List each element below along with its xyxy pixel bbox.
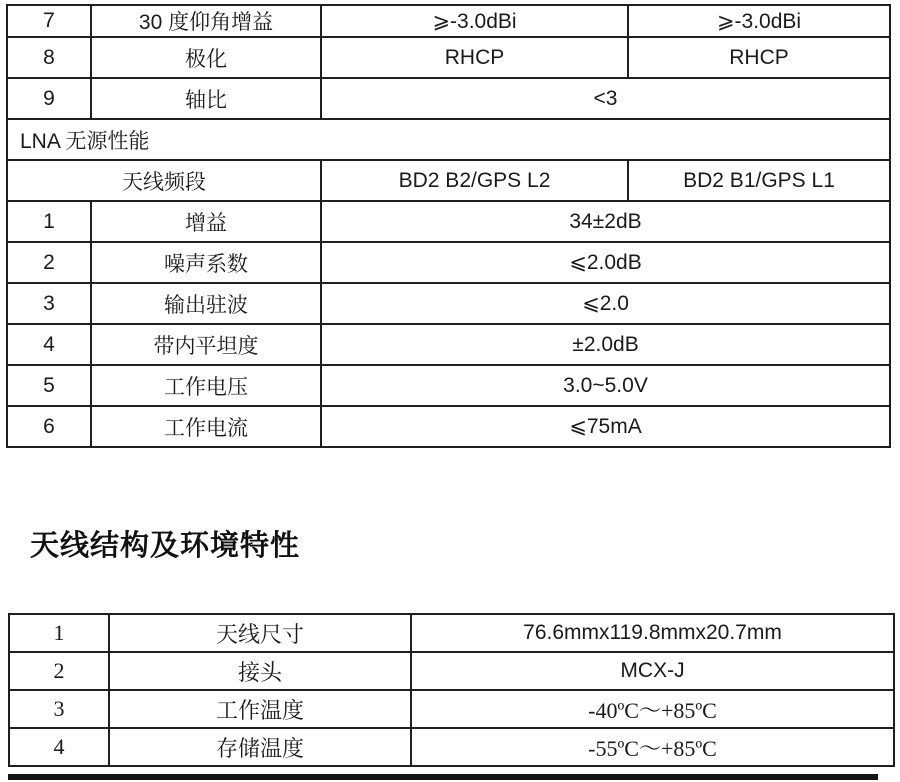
param-name-cell: 带内平坦度: [91, 324, 321, 365]
param-value-cell-merged: <3: [321, 78, 890, 119]
param-value-cell: -55ºC～+85ºC: [411, 728, 894, 766]
antenna-passive-performance-table: [6, 4, 891, 448]
param-name-cell: 增益: [91, 201, 321, 242]
row-index-cell: 3: [9, 690, 109, 728]
row-index-cell: 2: [7, 242, 91, 283]
row-index-cell: 1: [7, 201, 91, 242]
param-name-cell: 天线尺寸: [109, 614, 411, 652]
param-value-cell-merged: ⩽2.0: [321, 283, 890, 324]
param-value-cell-merged: ±2.0dB: [321, 324, 890, 365]
band-header-label-cell: 天线频段: [7, 160, 321, 201]
row-index-cell: 2: [9, 652, 109, 690]
table-row: [7, 406, 890, 447]
table-row: [7, 283, 890, 324]
band-header-row: [7, 160, 890, 201]
param-name-cell: 存储温度: [109, 728, 411, 766]
band-header-b2l2-cell: BD2 B2/GPS L2: [321, 160, 628, 201]
param-name-cell: 轴比: [91, 78, 321, 119]
table-row: [9, 614, 894, 652]
param-name-cell: 极化: [91, 37, 321, 78]
lna-section-title-cell: LNA 无源性能: [7, 119, 890, 160]
antenna-structure-environment-table: [8, 613, 895, 767]
param-name-cell: 噪声系数: [91, 242, 321, 283]
row-index-cell: 3: [7, 283, 91, 324]
param-value-cell-b1l1: ⩾-3.0dBi: [628, 5, 890, 37]
param-name-cell: 30 度仰角增益: [91, 5, 321, 37]
row-index-cell: 1: [9, 614, 109, 652]
param-value-cell-b2l2: ⩾-3.0dBi: [321, 5, 628, 37]
section-heading: 天线结构及环境特性: [30, 530, 301, 562]
band-header-b1l1-cell: BD2 B1/GPS L1: [628, 160, 890, 201]
table-row: [7, 201, 890, 242]
param-value-cell: 76.6mmx119.8mmx20.7mm: [411, 614, 894, 652]
row-index-cell: 4: [7, 324, 91, 365]
param-name-cell: 工作温度: [109, 690, 411, 728]
row-index-cell: 5: [7, 365, 91, 406]
param-value-cell-b1l1: RHCP: [628, 37, 890, 78]
param-value-cell: MCX-J: [411, 652, 894, 690]
table-row: [9, 690, 894, 728]
param-name-cell: 输出驻波: [91, 283, 321, 324]
row-index-cell: 8: [7, 37, 91, 78]
table-row: [9, 728, 894, 766]
row-index-cell: 7: [7, 5, 91, 37]
table-row: [7, 37, 890, 78]
table-continuation-rule: [8, 774, 878, 780]
row-index-cell: 6: [7, 406, 91, 447]
param-value-cell-merged: 3.0~5.0V: [321, 365, 890, 406]
table-row: [7, 242, 890, 283]
param-value-cell-merged: ⩽2.0dB: [321, 242, 890, 283]
table-row: [7, 78, 890, 119]
table-row: [7, 365, 890, 406]
table-row: [9, 652, 894, 690]
row-index-cell: 4: [9, 728, 109, 766]
param-value-cell-b2l2: RHCP: [321, 37, 628, 78]
param-name-cell: 工作电流: [91, 406, 321, 447]
param-name-cell: 接头: [109, 652, 411, 690]
table-row: [7, 5, 890, 37]
lna-section-row: [7, 119, 890, 160]
param-name-cell: 工作电压: [91, 365, 321, 406]
row-index-cell: 9: [7, 78, 91, 119]
table-row: [7, 324, 890, 365]
param-value-cell-merged: 34±2dB: [321, 201, 890, 242]
param-value-cell-merged: ⩽75mA: [321, 406, 890, 447]
param-value-cell: -40ºC～+85ºC: [411, 690, 894, 728]
